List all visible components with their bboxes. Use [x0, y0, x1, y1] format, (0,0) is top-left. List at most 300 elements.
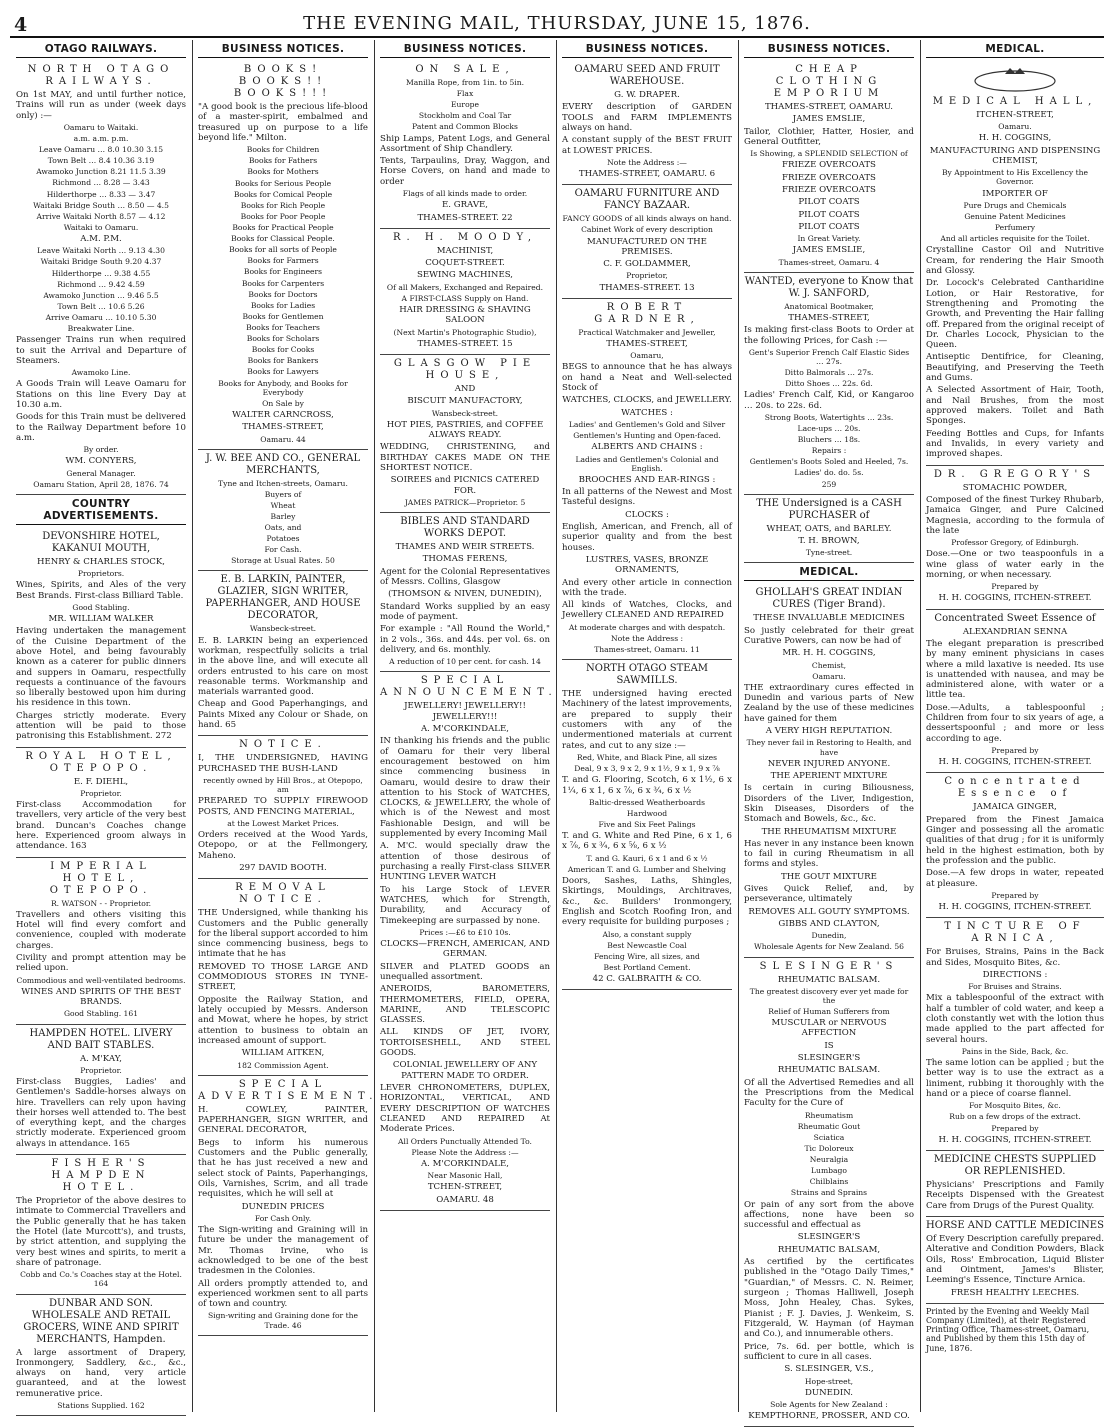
ad-line: PILOT COATS: [798, 197, 860, 208]
ad-line: FRIEZE OVERCOATS: [782, 160, 876, 171]
ad-line: THE GOUT MIXTURE: [781, 871, 877, 882]
ad-line: DIRECTIONS :: [982, 970, 1048, 981]
ad-line: Five and Six Feet Palings: [598, 820, 696, 830]
ad-headline: BOOKS! BOOKS!! BOOKS!!!: [233, 64, 333, 99]
ad-line: T. H. BROWN,: [798, 535, 860, 546]
ad-line: English, American, and French, all of superior quality and from the best houses.: [562, 521, 732, 553]
section-heading: MEDICAL.: [926, 40, 1104, 58]
ad-line: FRESH HEALTHY LEECHES.: [950, 1287, 1080, 1298]
ad-line: Fencing Wire, all sizes, and: [594, 951, 700, 961]
ad-line: WATCHES :: [621, 407, 673, 418]
ad-line: Tyne-street.: [805, 548, 853, 558]
ad-line: Commodious and well-ventilated bedrooms.: [16, 975, 186, 985]
ad-line: Proprietor.: [80, 789, 122, 798]
advertisement: [926, 918, 1104, 1151]
advertisement: [380, 61, 550, 229]
ad-line: For Cash Only.: [254, 1213, 312, 1223]
masthead-rule: [10, 36, 1104, 38]
ad-headline: TINCTURE OF ARNICA,: [944, 921, 1086, 945]
ad-line: EVERY description of GARDEN TOOLS and FARM IMPLEMENTS always on hand.: [562, 102, 732, 133]
ad-line: Gentlemen's Boots Soled and Heeled, 7s.: [749, 457, 909, 467]
ad-line: Town Belt … 10.6 5.26: [57, 301, 145, 311]
advertisement: [744, 584, 914, 957]
advertisement: [380, 513, 550, 672]
ad-line: Dose.—One or two teaspoonfuls in a wine glass of water early in the morning, or when necessary.: [926, 549, 1104, 580]
ad-line: A Selected Assortment of Hair, Tooth, and Nail Brushes, from the most approved makers. Toilet and Bath Sponges.: [926, 385, 1104, 427]
ad-line: IS: [824, 1040, 834, 1051]
ad-line: For Mosquito Bites, &c.: [969, 1101, 1061, 1111]
ad-line: KEMPTHORNE, PROSSER, AND CO.: [748, 1411, 910, 1422]
ad-line: Dr. Locock's Celebrated Cantharidine Lotion, or Hair Restorative, for Strengthening and Promoting the Growth, and Preventing the Hair falling off. Prepared from the original receipt of Dr. Charles Locock, Physician to the Queen.: [926, 278, 1104, 351]
ad-line: Waitaki to Oamaru.: [63, 222, 139, 232]
ad-line: Of all the Advertised Remedies and all the Prescriptions from the Medical Faculty for the Cure of: [744, 1077, 914, 1109]
ad-line: To his Large Stock of LEVER WATCHES, which for Strength, Durability, and Accuracy of Timekeeping are surpassed by none.: [380, 884, 550, 926]
ad-headline: IMPERIAL HOTEL, OTEPOPO.: [49, 860, 153, 896]
ad-line: H. H. COGGINS, ITCHEN-STREET.: [938, 593, 1092, 604]
ad-line: Manilla Rope, from 1in. to 5in.: [405, 78, 525, 87]
ad-line: For Bruises and Strains.: [968, 982, 1062, 992]
ad-line: Wholesale Agents for New Zealand. 56: [753, 942, 905, 952]
ad-line: WINES AND SPIRITS OF THE BEST BRANDS.: [21, 986, 181, 1008]
ad-line: A.M. P.M.: [80, 234, 122, 245]
ad-line: Orders received at the Wood Yards, Otepopo, or at the Fellmongery, Maheno.: [198, 829, 368, 861]
ad-line: THAMES-STREET. 15: [417, 338, 513, 349]
ad-line: BISCUIT MANUFACTORY,: [407, 396, 523, 407]
column-divider: [738, 40, 739, 1412]
ad-line: Dunedin,: [811, 931, 847, 941]
ad-line: Wansbeck-street.: [431, 408, 499, 418]
ad-line: Leave Oamaru … 8.0 10.30 3.15: [38, 145, 164, 155]
ad-line: Physicians' Prescriptions and Family Receipts Dispensed with the Greatest Care from Drugs of the Purest Quality.: [926, 1180, 1104, 1211]
ad-line: THAMES-STREET. 13: [599, 282, 695, 293]
ad-line: Rheumatic Gout: [797, 1121, 861, 1131]
ad-line: JAMES EMSLIE,: [792, 114, 866, 125]
ad-headline: MEDICINE CHESTS SUPPLIED OR REPLENISHED.: [933, 1154, 1097, 1177]
ad-line: REMOVED TO THOSE LARGE AND COMMODIOUS STORES IN TYNE-STREET,: [198, 961, 368, 993]
advertisement: [380, 229, 550, 355]
ad-line: A FIRST-CLASS Supply on Hand.: [401, 293, 529, 303]
ad-line: For example : "All Round the World," in 2 vols., 36s. and 44s. per vol. 6s. on delivery, and 6s. monthly.: [380, 624, 550, 655]
advertisement: [380, 672, 558, 1211]
ad-line: Proprietor.: [80, 1065, 122, 1075]
ad-line: Composed of the finest Turkey Rhubarb, Jamaica Ginger, and Pure Calcined Magnesia, according to the formula of the late: [926, 494, 1104, 536]
ad-line: Books for Gentlemen: [242, 311, 324, 321]
column-2: [192, 40, 379, 1412]
ad-line: recently owned by Hill Bros., at Otepopo, am: [203, 776, 363, 795]
ad-line: DUNEDIN.: [805, 1387, 853, 1398]
ad-line: Ladies and Gentlemen's Colonial and English.: [575, 454, 719, 473]
ad-headline: OAMARU FURNITURE AND FANCY BAZAAR.: [574, 188, 720, 212]
ad-line: Mix a tablespoonful of the extract with half a tumbler of cold water, and keep a cloth constantly wet with the lotion thus made applied to the part affected for several hours.: [926, 993, 1104, 1045]
ad-line: Lumbago: [811, 1166, 847, 1176]
ad-headline: HAMPDEN HOTEL. LIVERY AND BAIT STABLES.: [29, 1027, 173, 1051]
ad-line: GIBBS AND CLAYTON,: [778, 919, 880, 929]
ad-line: Bluchers … 18s.: [797, 435, 861, 445]
ad-line: American T. and G. Lumber and Shelving: [567, 864, 727, 874]
ad-line: Red, White, and Black Pine, all sizes: [576, 752, 718, 762]
ad-line: HAIR DRESSING & SHAVING SALOON: [399, 305, 531, 326]
ad-line: Prices :—£6 to £10 10s.: [419, 927, 511, 937]
ad-line: Arrive Waitaki North 8.57 — 4.12: [36, 211, 166, 221]
ad-line: Crystalline Castor Oil and Nutritive Cream, for rendering the Hair Smooth and Glossy.: [926, 245, 1104, 276]
ad-line: Oamaru,: [630, 351, 664, 361]
advertisement: [744, 495, 914, 564]
ad-line: Proprietors.: [77, 569, 125, 579]
ad-line: Genuine Patent Medicines: [964, 212, 1066, 221]
ad-line: Begs to inform his numerous Customers and the Public generally, that he has just received a new and select stock of Paints, Paperhangings, Oils, Varnishes, Scrim, and all trade requisites, which he will sell at: [198, 1137, 368, 1200]
ad-line: R. WATSON - - Proprietor.: [50, 898, 152, 908]
ad-line: THAMES-STREET,: [606, 338, 688, 349]
ad-line: Prepared from the Finest Jamaica Ginger and possessing all the aromatic qualities of that drug ; for it is uniformly held in the highest estimation, both by the profession and the public.: [926, 814, 1104, 867]
ad-line: Cheap and Good Paperhangings, and Paints Mixed any Colour or Shade, on hand. 65: [198, 699, 368, 731]
ad-line: Gives Quick Relief, and, by perseverance, ultimately: [744, 884, 914, 905]
ad-headline: NORTH OTAGO RAILWAYS.: [27, 64, 175, 87]
ad-headline: NOTICE.: [239, 739, 327, 751]
advertisement: [744, 273, 914, 495]
advertisement: [16, 1155, 186, 1294]
ad-headline: GLASGOW PIE HOUSE,: [393, 358, 537, 382]
ad-line: Oamaru.: [998, 122, 1032, 132]
ad-line: ALL KINDS OF JET, IVORY, TORTOISESHELL, AND STEEL GOODS.: [380, 1027, 550, 1059]
advertisement: [16, 1295, 186, 1417]
ad-line: Hilderthorpe … 8.33 — 3.47: [46, 189, 156, 199]
ad-line: Deal, 9 x 3, 9 x 2, 9 x 1½, 9 x 1, 9 x ⅞: [574, 764, 720, 774]
ad-line: The Proprietor of the above desires to intimate to Commercial Travellers and the Public generally that he has taken the Hotel (late Murcott's), and trusts, by strict attention, and supplying the very best wines and spirits, to merit a share of patronage.: [16, 1196, 186, 1268]
ad-line: ALEXANDRIAN SENNA: [962, 626, 1068, 637]
ad-headline: REMOVAL NOTICE.: [235, 882, 331, 906]
ad-line: Anatomical Bootmaker,: [784, 301, 874, 311]
section-heading: BUSINESS NOTICES.: [562, 40, 732, 58]
ad-line: Goods for this Train must be delivered to the Railway Department before 10 a.m.: [16, 412, 186, 443]
ad-line: Tyne and Itchen-streets, Oamaru.: [218, 478, 348, 488]
ad-headline: HORSE AND CATTLE MEDICINES: [926, 1219, 1104, 1231]
ad-line: Wheat: [270, 500, 296, 510]
ad-line: A. M'C. would specially draw the attention of those desirous of purchasing a really First-class SILVER HUNTING LEVER WATCH: [380, 841, 550, 883]
column-5: [738, 40, 920, 1422]
ad-line: Passenger Trains run when required to suit the Arrival and Departure of Steamers.: [16, 335, 186, 366]
ad-line: 42 C. GALBRAITH & CO.: [592, 974, 702, 984]
ad-line: MANUFACTURED ON THE PREMISES.: [587, 236, 707, 257]
ad-line: Or pain of any sort from the above affections, none have been so successful and effectual as: [744, 1199, 914, 1231]
ad-line: I, THE UNDERSIGNED, HAVING PURCHASED THE BUSH-LAND: [198, 753, 368, 774]
ad-line: RHEUMATIC BALSAM.: [777, 974, 881, 985]
ad-line: A reduction of 10 per cent. for cash. 14: [389, 657, 541, 667]
ad-line: COLONIAL JEWELLERY OF ANY PATTERN MADE TO ORDER.: [392, 1060, 538, 1081]
ad-line: As certified by the certificates published in the "Otago Daily Times," "Guardian," of Messrs. C. N. Reimer, surgeon ; Thomas Halliwell, Joseph Moss, John Healey, Chas. Sykes, Pianist ; F. J. Davies, J. Wenkeim, S. Fitzgerald, W. Hayman (of Hayman and Co.), and innumerable others.: [744, 1257, 914, 1340]
ad-line: Has never in any instance been known to fail in curing Rheumatism in all forms and styles.: [744, 838, 914, 870]
ad-line: THAMES-STREET, OAMARU.: [764, 102, 894, 112]
ad-line: Tailor, Clothier, Hatter, Hosier, and General Outfitter,: [744, 126, 914, 147]
ad-line: REMOVES ALL GOUTY SYMPTOMS.: [748, 906, 910, 917]
ad-line: THE RHEUMATISM MIXTURE: [761, 826, 897, 837]
masthead: [0, 0, 1114, 36]
ad-line: Patent and Common Blocks: [412, 122, 518, 132]
ad-line: E. B. LARKIN being an experienced workman, respectfully solicits a trial in the above line, and will execute all orders entrusted to his care on most reasonable terms. Workmanship and materials warranted good.: [198, 635, 368, 698]
ad-line: 259: [821, 479, 837, 489]
ad-line: Books for Cooks: [251, 345, 315, 355]
ad-line: Price, 7s. 6d. per bottle, which is sufficient to cure in all cases.: [744, 1341, 914, 1362]
ad-line: Town Belt … 8.4 10.36 3.19: [47, 156, 155, 166]
ad-line: at the Lowest Market Prices.: [227, 818, 339, 828]
ad-line: Tents, Tarpaulins, Dray, Waggon, and Horse Covers, on hand and made to order: [380, 156, 550, 187]
ad-line: Richmond … 9.42 4.59: [57, 279, 145, 289]
ad-line: CLOCKS—FRENCH, AMERICAN, AND GERMAN.: [380, 938, 550, 960]
ad-line: General Manager.: [66, 468, 136, 478]
ad-line: Is making first-class Boots to Order at the following Prices, for Cash :—: [744, 325, 914, 346]
ad-line: WM. CONYERS,: [65, 456, 137, 467]
ad-line: LUSTRES, VASES, BRONZE ORNAMENTS,: [585, 554, 709, 576]
ad-line: Books for Comical People: [233, 189, 333, 199]
ad-headline: OAMARU SEED AND FRUIT WAREHOUSE.: [574, 64, 720, 87]
ad-line: All orders promptly attended to, and experienced workmen sent to all parts of town and country.: [198, 1278, 368, 1310]
ad-line: Ship Lamps, Patent Logs, and General Assortment of Ship Chandlery.: [380, 133, 550, 154]
ad-line: Standard Works supplied by an easy mode of payment.: [380, 601, 550, 622]
ad-line: Rheumatism: [804, 1110, 854, 1120]
ad-line: For Bruises, Strains, Pains in the Back and Sides, Mosquito Bites, &c.: [926, 947, 1104, 968]
section-heading: OTAGO RAILWAYS.: [16, 40, 186, 58]
ad-line: Gentlemen's Hunting and Open-faced.: [573, 431, 721, 441]
ad-line: Oamaru Station, April 28, 1876. 74: [33, 479, 169, 489]
ad-line: E. GRAVE,: [441, 200, 489, 211]
newspaper-title: THE EVENING MAIL, THURSDAY, JUNE 15, 1876.: [303, 13, 811, 34]
ad-line: T. and G. Kauri, 6 x 1 and 6 x ½: [586, 853, 708, 863]
advertisement: [562, 185, 732, 299]
ad-line: Best Portland Cement.: [603, 962, 691, 972]
ad-line: DUNEDIN PRICES: [241, 1201, 325, 1212]
ad-line: Buyers of: [264, 489, 302, 499]
ad-line: The elegant preparation is prescribed by many eminent physicians in cases where a mild laxative is needed. Its use is unattended with nausea, and may be administered alone, with water or a little tea.: [926, 638, 1104, 701]
advertisement: [16, 748, 186, 858]
ad-line: Charges strictly moderate. Every attention will be paid to those patronising this Establishment. 272: [16, 710, 186, 742]
ad-line: MANUFACTURING AND DISPENSING CHEMIST,: [929, 145, 1101, 167]
ad-line: Prepared by: [991, 746, 1039, 756]
ad-line: SLESINGER'S: [797, 1053, 861, 1064]
advertisement: [562, 660, 732, 990]
advertisement: [198, 1076, 379, 1336]
advertisement: [198, 571, 368, 736]
ad-line: Cabinet Work of every description: [581, 225, 713, 235]
ad-line: Leave Waitaki North … 9.13 4.30: [37, 246, 165, 256]
ad-line: Good Stabling.: [72, 602, 130, 612]
advertisement: [198, 450, 368, 572]
ad-headline: ROYAL HOTEL, OTEPOPO.: [25, 750, 177, 774]
ad-line: Oamaru to Waitaki.: [63, 122, 139, 132]
ad-line: Travellers and others visiting this Hotel will find every comfort and convenience, coupled with moderate charges.: [16, 909, 186, 951]
advertisement: [926, 610, 1104, 774]
ad-line: Of Every Description carefully prepared. Alterative and Condition Powders, Black Oils, Ross' Embrocation, Liquid Blister and Ointment, James's Blister, Leeming's Essence, Tincture Arnica.: [926, 1233, 1104, 1286]
advertisement: [198, 61, 368, 450]
ad-line: Sole Agents for New Zealand :: [770, 1399, 888, 1409]
ad-line: JAMES EMSLIE,: [792, 245, 866, 256]
column-divider: [192, 40, 193, 1412]
ad-line: Europe: [451, 100, 479, 110]
advertisement: [16, 858, 186, 1025]
ad-line: WHEAT, OATS, and BARLEY.: [766, 523, 892, 534]
ad-line: Barley: [270, 511, 296, 521]
advertisement: [380, 355, 550, 513]
ad-line: Strains and Sprains: [790, 1188, 868, 1198]
ad-line: THESE INVALUABLE MEDICINES: [753, 613, 905, 624]
ad-line: Proprietor,: [626, 271, 668, 281]
ad-line: Prepared by: [991, 890, 1039, 900]
ad-headline: E. B. LARKIN, PAINTER, GLAZIER, SIGN WRITER, PAPERHANGER, AND HOUSE DECORATOR,: [205, 574, 361, 622]
ad-headline: J. W. BEE AND CO., GENERAL MERCHANTS,: [205, 452, 361, 476]
ad-line: Of all Makers, Exchanged and Repaired.: [386, 282, 544, 292]
ad-line: FRIEZE OVERCOATS: [782, 172, 876, 183]
ad-line: IMPORTER OF: [982, 188, 1048, 199]
ad-line: LEVER CHRONOMETERS, DUPLEX, HORIZONTAL, VERTICAL, AND EVERY DESCRIPTION OF WATCHES CLEANED AND REPAIRED At Moderate Prices.: [380, 1083, 550, 1135]
ad-line: Relief of Human Sufferers from: [768, 1007, 890, 1017]
ad-line: T. and G. Flooring, Scotch, 6 x 1½, 6 x 1¼, 6 x 1, 6 x ⅞, 6 x ¾, 6 x ½: [562, 775, 732, 796]
ad-line: Prepared by: [991, 582, 1039, 592]
ad-line: And every other article in connection with the trade.: [562, 577, 732, 598]
ad-headline: SPECIAL ANNOUNCEMENT.: [380, 675, 558, 699]
ad-line: FANCY GOODS of all kinds always on hand.: [562, 214, 732, 224]
advertisement: [16, 61, 186, 495]
ad-line: Arrive Oamaru … 10.10 5.30: [45, 313, 157, 322]
ad-line: Good Stabling. 161: [63, 1009, 139, 1019]
ad-line: Books for Farmers: [247, 256, 319, 266]
ad-line: STOMACHIC POWDER,: [962, 482, 1068, 493]
ad-line: And all articles requisite for the Toilet.: [940, 234, 1090, 244]
advertisement: [744, 958, 914, 1427]
ad-line: Agent for the Colonial Representatives of Messrs. Collins, Glasgow: [380, 566, 550, 588]
newspaper-columns: [10, 40, 1110, 1422]
ad-line: On 1st MAY, and until further notice, Trains will run as under (week days only) :—: [16, 90, 186, 121]
section-heading: BUSINESS NOTICES.: [198, 40, 368, 58]
ad-line: Waitaki Bridge South 9.20 4.37: [40, 257, 162, 267]
ad-line: Professor Gregory, of Edinburgh.: [951, 538, 1079, 548]
ad-line: Books for Doctors: [248, 289, 318, 299]
ad-headline: WANTED, everyone to Know that W. J. SANFORD,: [744, 275, 914, 299]
ad-line: First-class Accommodation for travellers, very article of the very best brand. Duncan's Coaches change here. Experienced groom always in attendance. 163: [16, 800, 186, 852]
section-heading: BUSINESS NOTICES.: [744, 40, 914, 58]
advertisement: [198, 736, 368, 879]
ad-line: Feeding Bottles and Cups, for Infants and Invalids, in every variety and improved shapes.: [926, 428, 1104, 460]
ad-line: COQUET-STREET.: [425, 258, 505, 269]
ad-line: T. and G. White and Red Pine, 6 x 1, 6 x ⅞, 6 x ¾, 6 x ⅝, 6 x ½: [562, 831, 732, 852]
ad-line: Oats, and: [264, 523, 302, 533]
ad-line: H. H. COGGINS, ITCHEN-STREET.: [938, 902, 1092, 913]
ad-line: All kinds of Watches, Clocks, and Jewellery CLEANED AND REPAIRED: [562, 600, 732, 621]
ad-line: The greatest discovery ever yet made for the: [749, 986, 909, 1005]
ad-line: Ladies' do. do. 5s.: [794, 468, 864, 478]
ad-line: ALBERTS AND CHAINS :: [591, 442, 703, 453]
ad-line: Flags of all kinds made to order.: [402, 189, 528, 199]
ad-line: THAMES-STREET, OAMARU. 6: [578, 168, 716, 179]
ad-line: Pure Drugs and Chemicals: [963, 200, 1067, 210]
ad-line: PREPARED TO SUPPLY FIREWOOD POSTS, AND FENCING MATERIAL,: [198, 796, 368, 817]
ad-line: 297 DAVID BOOTH.: [239, 862, 327, 873]
ad-line: G. W. DRAPER.: [614, 90, 680, 100]
ad-line: WATCHES, CLOCKS, and JEWELLERY.: [562, 395, 732, 406]
ad-line: A VERY HIGH REPUTATION.: [765, 726, 893, 737]
ad-line: C. F. GOLDAMMER,: [603, 259, 691, 270]
ad-line: On Sale by: [262, 398, 304, 408]
ad-line: THE extraordinary cures effected in Dunedin and various parts of New Zealand by the use of these medicines have gained for them: [744, 682, 914, 724]
ad-line: All Orders Punctually Attended To.: [398, 1136, 532, 1146]
ad-line: NEVER INJURED ANYONE.: [767, 758, 891, 769]
ad-line: Sciatica: [813, 1132, 845, 1142]
ad-line: In all patterns of the Newest and Most Tasteful designs.: [562, 487, 732, 508]
ad-line: Books for Fathers: [248, 156, 318, 166]
ad-line: Baltic-dressed Weatherboards: [588, 797, 705, 807]
advertisement: [16, 528, 186, 748]
ad-line: The Sign-writing and Graining will in future be under the management of Mr. Thomas Irvine, who is acknowledged to be one of the best tradesmen in the Colonies.: [198, 1224, 368, 1277]
ad-line: A Goods Train will Leave Oamaru for Stations on this line Every Day at 10.30 a.m.: [16, 379, 186, 410]
ad-line: Awamoko Line.: [71, 368, 131, 378]
ad-line: THAMES-STREET,: [788, 312, 870, 323]
ad-line: THE APERIENT MIXTURE: [770, 770, 888, 781]
ad-line: Storage at Usual Rates. 50: [231, 556, 335, 566]
ad-line: PILOT COATS: [798, 209, 860, 220]
ad-line: Books for Mothers: [247, 167, 319, 177]
ad-line: JAMAICA GINGER,: [973, 802, 1057, 813]
ad-line: In Great Variety.: [797, 234, 861, 244]
column-3: [374, 40, 556, 1412]
ad-line: Opposite the Railway Station, and lately occupied by Messrs. Anderson and Mowat, where he hopes, by strict attention to business to obtain an increased amount of support.: [198, 994, 368, 1046]
ad-line: Hilderthorpe … 9.38 4.55: [51, 268, 151, 278]
ad-line: AND: [454, 384, 476, 395]
page-number: 4: [14, 14, 28, 36]
ad-line: RHEUMATIC BALSAM,: [777, 1244, 881, 1255]
ad-line: THE undersigned having erected Machinery of the latest improvements, are prepared to supply their customers with any of the undermentioned materials at current rates, and cut to any size :—: [562, 689, 732, 751]
ad-line: Wines, Spirits, and Ales of the very Best Brands. First-class Billiard Table.: [16, 580, 186, 601]
advertisement: [926, 61, 1104, 466]
ad-line: H. H. COGGINS, ITCHEN-STREET.: [938, 757, 1092, 768]
ad-line: Books for Engineers: [243, 267, 323, 277]
ad-line: Note the Address :: [610, 633, 684, 643]
ad-line: By Appointment to His Excellency the Governor.: [941, 168, 1089, 187]
ad-line: H. COWLEY, PAINTER, PAPERHANGER, SIGN WRITER, and GENERAL DECORATOR,: [198, 1104, 368, 1136]
ad-line: Practical Watchmaker and Jeweller,: [578, 327, 716, 337]
ad-headline: DR. GREGORY'S: [933, 468, 1097, 480]
ad-line: Books for Practical People: [232, 223, 334, 233]
column-divider: [374, 40, 375, 1412]
ad-line: Thames-street, Oamaru. 11: [594, 645, 700, 654]
ad-line: So justly celebrated for their great Curative Powers, can now be had of: [744, 625, 914, 646]
advertisement: [926, 773, 1104, 918]
ad-line: Books for Serious People: [234, 178, 332, 188]
ad-line: S. SLESINGER, V.S.,: [784, 1364, 874, 1375]
ad-line: Breakwater Line.: [67, 324, 135, 334]
ad-line: (THOMSON & NIVEN, DUNEDIN),: [388, 589, 542, 600]
ad-line: Near Masonic Hall,: [427, 1171, 503, 1181]
ad-line: ANEROIDS, BAROMETERS, THERMOMETERS, FIELD, OPERA, MARINE, AND TELESCOPIC GLASSES.: [380, 984, 550, 1026]
ad-line: THE Undersigned, while thanking his Customers and the Public generally for the liberal support accorded to him since commencing business, begs to intimate that he has: [198, 908, 368, 960]
ad-line: Ladies' and Gentlemen's Gold and Silver: [568, 419, 726, 429]
ad-line: Awamoko Junction 8.21 11.5 3.39: [36, 167, 166, 177]
ad-line: WILLIAM AITKEN,: [241, 1048, 325, 1059]
ad-line: Books for Ladies: [250, 300, 316, 310]
ad-line: A. M'CORKINDALE,: [420, 723, 510, 734]
ad-line: Flax: [456, 89, 474, 99]
ad-line: Repairs :: [811, 446, 847, 456]
column-divider: [556, 40, 557, 1412]
ad-line: Dose.—A few drops in water, repeated at pleasure.: [926, 868, 1104, 889]
ad-line: A large assortment of Drapery, Ironmongery, Saddlery, &c., &c., always on hand, very article guaranteed, and at the lowest remunerative price.: [16, 1347, 186, 1399]
ad-line: For Cash.: [264, 545, 302, 555]
ad-line: TCHEN-STREET,: [427, 1182, 503, 1193]
ad-line: They never fail in Restoring to Health, and have: [746, 738, 912, 757]
section-heading: COUNTRY ADVERTISEMENTS.: [16, 495, 186, 525]
ad-line: MR. H. H. COGGINS,: [782, 648, 876, 659]
ad-line: The same lotion can be applied ; but the better way is to use the extract as a liniment, rubbing it thoroughly with the hand or a piece of coarse flannel.: [926, 1058, 1104, 1100]
ad-headline: ROBERT GARDNER,: [594, 301, 700, 325]
ad-line: JEWELLERY! JEWELLERY!! JEWELLERY!!!: [404, 701, 526, 722]
ad-headline: BIBLES AND STANDARD WORKS DEPOT.: [400, 516, 530, 540]
ad-line: CLOCKS :: [625, 509, 669, 520]
